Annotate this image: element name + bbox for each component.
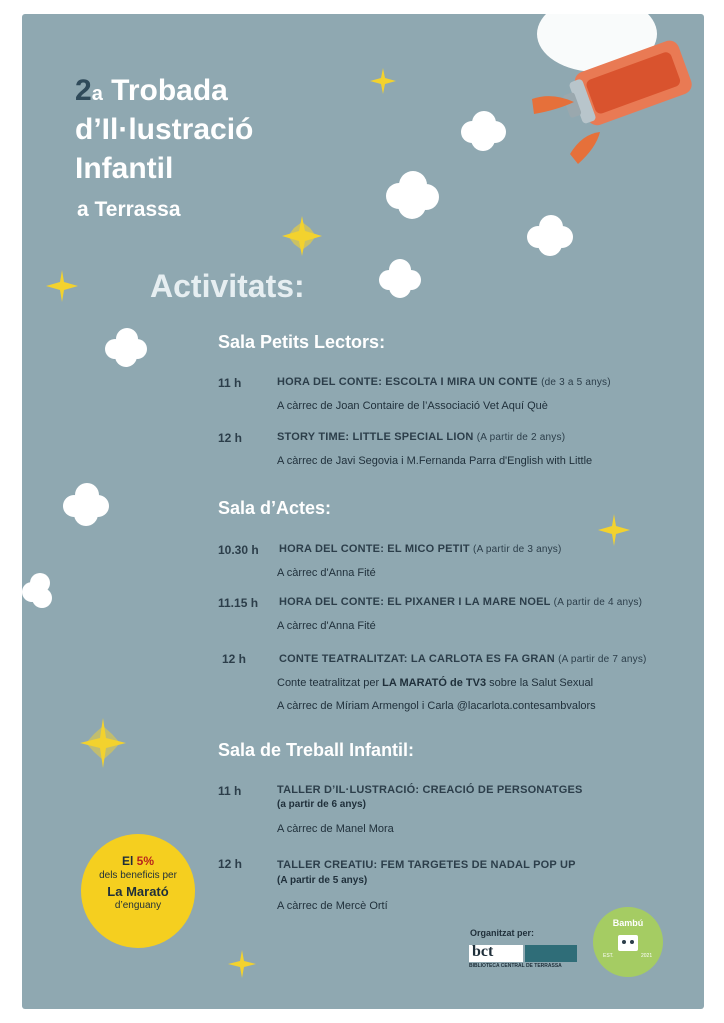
- event-responsible: A càrrec d'Anna Fité: [277, 620, 376, 632]
- room-title-petits-lectors: Sala Petits Lectors:: [218, 332, 386, 352]
- title-line-1: [75, 74, 228, 111]
- star-5: [78, 716, 128, 770]
- title-ordinal: a: [91, 83, 103, 105]
- event-title: [279, 543, 562, 555]
- bambu-year: 2021: [641, 953, 653, 959]
- organizers-label: Organitzat per:: [470, 928, 535, 938]
- event-age: (de 3 a 5 anys): [541, 377, 611, 388]
- event-title: [279, 596, 642, 608]
- event-responsible: A càrrec de Joan Contaire de l’Associació Vet Aquí Què: [277, 400, 548, 412]
- event-age: (A partir de 3 anys): [473, 544, 562, 555]
- badge-percent: 5%: [136, 854, 154, 868]
- event-time: 10.30 h: [218, 543, 259, 557]
- cloud-1: [458, 110, 508, 152]
- event-description: [277, 677, 593, 689]
- cloud-5: [102, 326, 150, 370]
- room-title-sala-actes: Sala d’Actes:: [218, 498, 332, 518]
- subtitle: a Terrassa: [77, 198, 181, 221]
- event-responsible: A càrrec de Javi Segovia i M.Fernanda Parra d'English with Little: [277, 455, 593, 467]
- event-title: [277, 431, 565, 443]
- event-title: [279, 653, 647, 665]
- event-responsible: A càrrec de Míriam Armengol i Carla @lacarlota.contesambvalors: [277, 700, 596, 712]
- poster: [22, 14, 704, 1009]
- event-time: 11 h: [218, 376, 242, 390]
- event-time: 11 h: [218, 784, 242, 798]
- bambu-logo: [593, 907, 663, 977]
- event-age: (A partir de 7 anys): [558, 654, 647, 665]
- badge-line-4: d’enguany: [114, 900, 162, 911]
- star-4: [596, 512, 632, 548]
- event-title-text: STORY TIME: LITTLE SPECIAL LION: [277, 431, 474, 443]
- event-description-bold: LA MARATÓ de TV3: [382, 677, 487, 689]
- event-title-text: HORA DEL CONTE: EL PIXANER I LA MARE NOEL: [279, 596, 551, 608]
- event-age: (A partir de 5 anys): [277, 875, 368, 886]
- room-title-treball-infantil: Sala de Treball Infantil:: [218, 740, 415, 760]
- event-title: TALLER D’IL·LUSTRACIÓ: CREACIÓ DE PERSONATGES: [277, 784, 583, 796]
- bct-logo: [469, 945, 579, 969]
- cloud-3: [524, 214, 576, 258]
- event-title-text: HORA DEL CONTE: EL MICO PETIT: [279, 543, 470, 555]
- section-heading: Activitats:: [150, 268, 305, 304]
- bct-logo-text: bct: [472, 943, 494, 960]
- event-time: 12 h: [222, 652, 247, 666]
- bct-logo-subtitle: BIBLIOTECA CENTRAL DE TERRASSA: [469, 963, 562, 969]
- event-responsible: A càrrec de Manel Mora: [277, 823, 394, 835]
- marato-badge: [81, 834, 195, 948]
- badge-line-1: [81, 854, 195, 868]
- rocket-illustration: [512, 14, 704, 164]
- event-time: 11.15 h: [218, 596, 259, 610]
- event-time: 12 h: [218, 431, 243, 445]
- bambu-name: Bambú: [612, 918, 644, 928]
- title-number: 2: [75, 74, 92, 107]
- event-title: [277, 376, 611, 388]
- event-time: 12 h: [218, 857, 243, 871]
- event-age: (A partir de 4 anys): [553, 597, 643, 608]
- event-description-suffix: sobre la Salut Sexual: [486, 677, 594, 689]
- cloud-7: [22, 572, 56, 612]
- star-1: [368, 66, 398, 96]
- cloud-4: [376, 258, 424, 300]
- event-responsible: A càrrec d'Anna Fité: [277, 567, 376, 579]
- event-title: TALLER CREATIU: FEM TARGETES DE NADAL POP UP: [277, 859, 576, 871]
- event-description-prefix: Conte teatralitzat per: [277, 677, 383, 689]
- star-3: [44, 268, 80, 304]
- book-icon: [616, 931, 640, 953]
- badge-line-2: dels beneficis per: [99, 870, 177, 881]
- cloud-6: [60, 482, 112, 528]
- event-responsible: A càrrec de Mercè Ortí: [277, 900, 388, 912]
- title-line-3: Infantil: [75, 152, 174, 185]
- cloud-2: [382, 170, 442, 220]
- event-age: (A partir de 2 anys): [476, 432, 566, 443]
- bambu-est: EST.: [603, 953, 614, 959]
- badge-prefix: El: [121, 854, 137, 868]
- star-6: [226, 948, 258, 980]
- title-word-1: Trobada: [111, 74, 228, 107]
- event-age: (a partir de 6 anys): [277, 799, 366, 810]
- badge-line-3: La Marató: [107, 884, 169, 899]
- event-title-text: CONTE TEATRALITZAT: LA CARLOTA ES FA GRAN: [279, 653, 555, 665]
- event-title-text: HORA DEL CONTE: ESCOLTA I MIRA UN CONTE: [277, 376, 538, 388]
- star-2: [280, 214, 324, 258]
- rocket-flame-2: [570, 132, 600, 164]
- title-line-2: d’Il·lustració: [75, 113, 254, 146]
